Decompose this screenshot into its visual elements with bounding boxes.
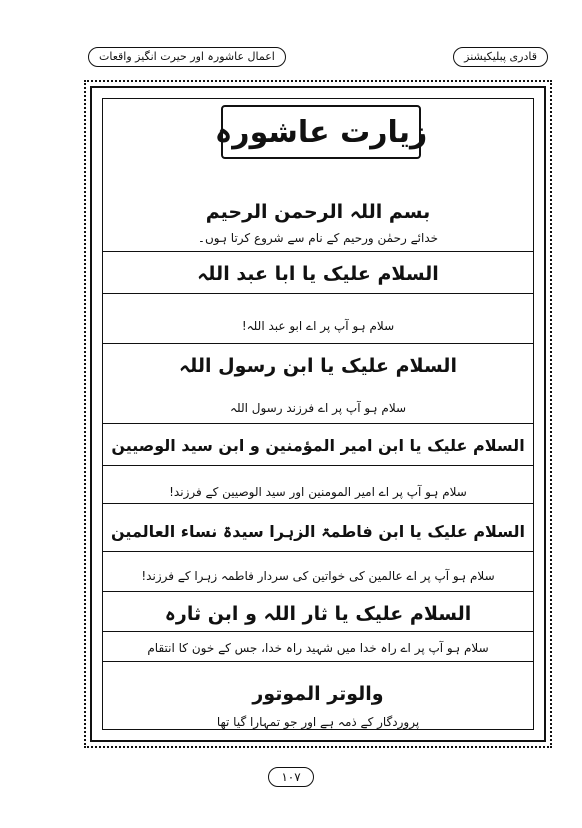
arabic-line: السلام علیک یا ابا عبد اللہ [197,263,439,285]
urdu-translation: سلام ہو آپ پر اے فرزند رسول اللہ [229,401,407,415]
publisher-label: قادری پبلیکیشنز [453,47,548,67]
arabic-line: السلام علیک یا ابن فاطمۃ الزہرا سیدۃ نساء العالمین [111,522,525,541]
urdu-translation: خدائے رحمٰن ورحیم کے نام سے شروع کرتا ہوں۔ [197,231,439,245]
divider [103,631,533,632]
divider [103,293,533,294]
page-title: زیارت عاشورہ [214,114,428,150]
arabic-line: السلام علیک یا ثار اللہ و ابن ثارہ [164,603,472,625]
urdu-translation: سلام ہو آپ پر اے عالمین کی خواتین کی سردار فاطمہ زہرا کے فرزند! [141,569,495,583]
divider [103,465,533,466]
urdu-translation: پروردگار کے ذمہ ہے اور جو تمہارا گیا تھا [216,715,420,729]
arabic-line: السلام علیک یا ابن امیر المؤمنین و ابن سید الوصیین [111,436,525,455]
title-box [214,105,428,159]
divider [103,423,533,424]
divider [103,251,533,252]
divider [103,551,533,552]
urdu-translation: سلام ہو آپ پر اے امیر المومنین اور سید الوصیین کے فرزند! [169,485,467,499]
book-title-label: اعمال عاشورہ اور حیرت انگیز واقعات [88,47,286,67]
divider [103,343,533,344]
page-content [102,98,534,730]
page-frame [90,86,546,742]
urdu-translation: سلام ہو آپ پر اے راہ خدا میں شہید راہ خدا، جس کے خون کا انتقام [147,641,489,655]
arabic-line: بسم اللہ الرحمن الرحیم [205,201,431,223]
urdu-translation: سلام ہو آپ پر اے ابو عبد اللہ! [241,319,395,333]
divider [103,591,533,592]
arabic-line: والوتر الموتور [252,683,384,705]
page-number: ۱۰۷ [268,767,313,787]
divider [103,661,533,662]
page-footer [0,766,582,787]
arabic-line: السلام علیک یا ابن رسول اللہ [179,355,457,377]
divider [103,503,533,504]
running-header [88,44,548,70]
